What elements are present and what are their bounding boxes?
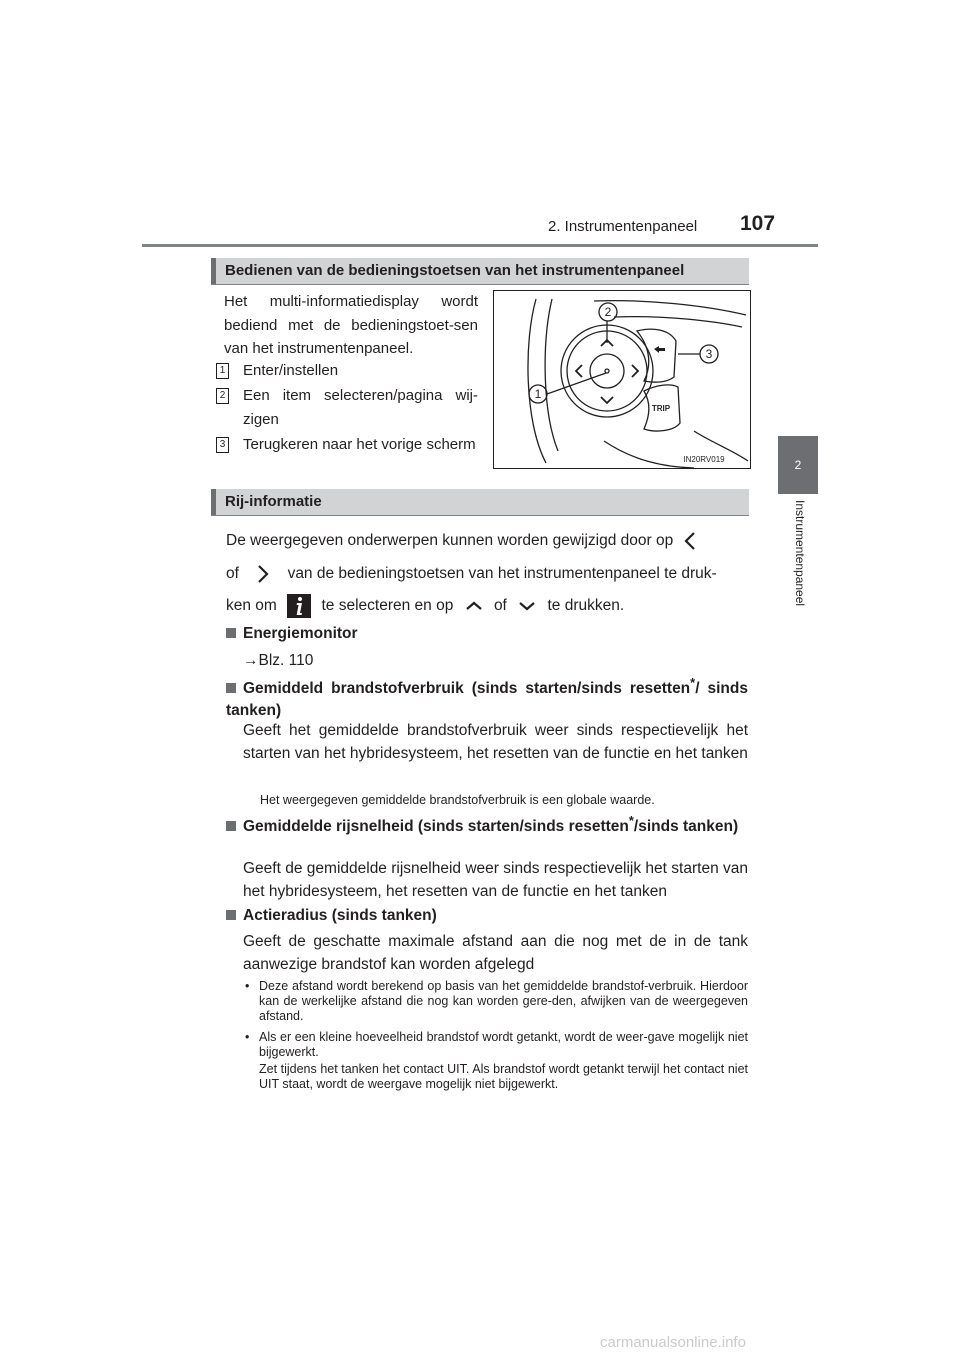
square-bullet-icon xyxy=(226,821,236,831)
item-description: Geeft de gemiddelde rijsnelheid weer sinds respectievelijk het starten van het hybridesysteem, het resetten van de functie en het tanken xyxy=(243,860,748,900)
section-heading-controls: Bedienen van de bedieningstoetsen van het instrumentenpaneel xyxy=(211,258,749,284)
chevron-left-icon xyxy=(678,530,702,552)
chapter-tab[interactable] xyxy=(778,436,818,494)
info-icon xyxy=(287,594,311,618)
callout-number: 1 xyxy=(216,363,229,379)
bullet-dot-icon: • xyxy=(245,979,250,993)
section-rule xyxy=(211,515,749,516)
note-bullet-continued: Zet tijdens het tanken het contact UIT. Als brandstof wordt getankt terwijl het contact niet UIT staat, wordt de weergave mogelijk niet bijgewerkt. xyxy=(259,1062,748,1091)
item-description: Geeft de geschatte maximale afstand aan die nog met de in de tank aanwezige brandstof kan worden afgelegd xyxy=(243,933,748,973)
item-heading: Gemiddelde rijsnelheid (sinds starten/sinds resetten*/sinds tanken) xyxy=(226,810,748,838)
intro-line-1: De weergegeven onderwerpen kunnen worden gewijzigd door op xyxy=(226,529,748,553)
figure-callout-2: 2 xyxy=(604,305,612,319)
chevron-right-icon xyxy=(251,563,275,585)
figure-callout-3: 3 xyxy=(705,347,713,361)
chevron-up-icon xyxy=(464,599,484,613)
callout-number: 3 xyxy=(216,437,229,453)
chapter-tab-label: Instrumentenpaneel xyxy=(793,500,807,607)
chapter-tab-number: 2 xyxy=(794,458,802,472)
header-rule xyxy=(142,244,818,247)
bullet-dot-icon: • xyxy=(245,1030,250,1044)
page-number: 107 xyxy=(740,212,776,235)
intro-line-3: ken om te selecteren en op of te drukken. xyxy=(226,594,748,618)
item-note: Het weergegeven gemiddelde brandstofverbruik is een globale waarde. xyxy=(260,793,655,807)
trip-button-label: TRIP xyxy=(651,404,671,413)
square-bullet-icon xyxy=(226,910,236,920)
section-rule xyxy=(211,284,749,285)
note-bullet: • Deze afstand wordt berekend op basis van het gemiddelde brandstof-verbruik. Hierdoor kan de werkelijke afstand die nog kan worden gere-den, afwijken van de weergegeven afstand. xyxy=(245,979,748,1023)
square-bullet-icon xyxy=(226,683,236,693)
controls-intro: Het multi-informatiedisplay wordt bediend met de bedieningstoet-sen van het instrumentenpaneel. xyxy=(224,293,478,357)
watermark: carmanualsonline.info xyxy=(600,1334,746,1351)
figure-code: IN20RV019 xyxy=(683,455,725,464)
steering-switch-illustration xyxy=(494,291,750,468)
list-item: 3 Terugkeren naar het vorige scherm xyxy=(216,433,478,457)
square-bullet-icon xyxy=(226,628,236,638)
item-heading: Actieradius (sinds tanken) xyxy=(226,905,748,927)
figure-callout-1: 1 xyxy=(534,387,542,401)
item-description: Geeft het gemiddelde brandstofverbruik weer sinds respectievelijk het starten van het hybridesysteem, het resetten van de functie en het tanken xyxy=(243,722,748,762)
callout-number: 2 xyxy=(216,388,229,404)
section-heading-driving-info: Rij-informatie xyxy=(211,489,749,515)
item-heading: Energiemonitor xyxy=(226,623,748,645)
list-item: 2 Een item selecteren/pagina wij-zigen xyxy=(216,384,478,431)
note-bullet: • Als er een kleine hoeveelheid brandstof wordt getankt, wordt de weer-gave mogelijk niet bijgewerkt. xyxy=(245,1030,748,1059)
item-heading: Gemiddeld brandstofverbruik (sinds starten/sinds resetten*/ sinds tanken) xyxy=(226,675,748,720)
intro-line-2: of van de bedieningstoetsen van het instrumentenpaneel te druk- xyxy=(226,562,748,586)
page-reference[interactable]: →Blz. 110 xyxy=(243,652,314,669)
chapter-title: 2. Instrumentenpaneel xyxy=(548,218,698,235)
chevron-down-icon xyxy=(517,599,537,613)
list-item: 1 Enter/instellen xyxy=(216,359,478,383)
steering-switch-figure xyxy=(493,290,751,469)
